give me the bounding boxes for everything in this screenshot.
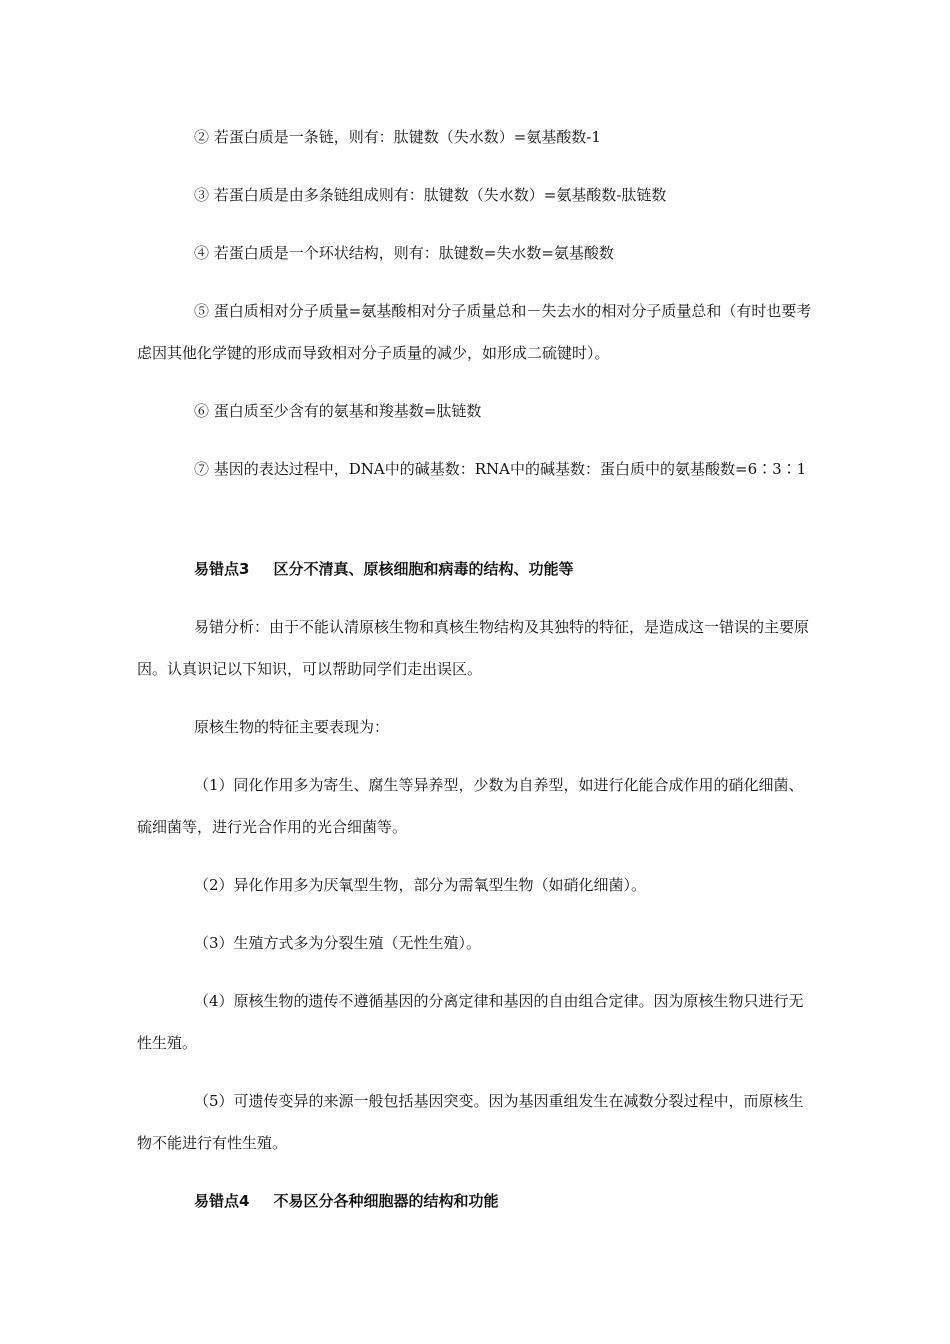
heading-4-label: 易错点4	[194, 1192, 250, 1210]
list-item: （2）异化作用多为厌氧型生物，部分为需氧型生物（如硝化细菌）。	[194, 876, 647, 894]
heading-error-point-3	[137, 548, 813, 590]
paragraph-prokaryote-intro: 原核生物的特征主要表现为：	[194, 718, 390, 736]
paragraph-protein-mass: ⑤ 蛋白质相对分子质量=氨基酸相对分子质量总和－失去水的相对分子质量总和（有时也要考虑因其他化学键的形成而导致相对分子质量的减少，如形成二硫键时）。	[137, 302, 812, 362]
paragraph-gene-expression-ratio: ⑦ 基因的表达过程中，DNA中的碱基数：RNA中的碱基数：蛋白质中的氨基酸数=6∶3∶1	[194, 460, 807, 478]
heading-error-point-4	[137, 1180, 813, 1222]
list-item: （1）同化作用多为寄生、腐生等异养型，少数为自养型，如进行化能合成作用的硝化细菌、硫细菌等，进行光合作用的光合细菌等。	[137, 776, 804, 836]
paragraph-peptide-single-chain: ② 若蛋白质是一条链，则有：肽键数（失水数）=氨基酸数-1	[194, 128, 601, 146]
paragraph-error-analysis: 易错分析：由于不能认清原核生物和真核生物结构及其独特的特征，是造成这一错误的主要原因。认真识记以下知识，可以帮助同学们走出误区。	[137, 618, 810, 678]
heading-4-title: 不易区分各种细胞器的结构和功能	[273, 1192, 499, 1210]
list-item: （4）原核生物的遗传不遵循基因的分离定律和基因的自由组合定律。因为原核生物只进行无性生殖。	[137, 992, 804, 1052]
heading-3-title: 区分不清真、原核细胞和病毒的结构、功能等	[273, 560, 574, 578]
list-item: （3）生殖方式多为分裂生殖（无性生殖）。	[194, 934, 482, 952]
paragraph-amino-carboxyl: ⑥ 蛋白质至少含有的氨基和羧基数=肽链数	[194, 402, 482, 420]
paragraph-peptide-multi-chain: ③ 若蛋白质是由多条链组成则有：肽键数（失水数）=氨基酸数-肽链数	[194, 186, 667, 204]
paragraph-peptide-ring: ④ 若蛋白质是一个环状结构，则有：肽键数=失水数=氨基酸数	[194, 244, 614, 262]
list-item: （5）可遗传变异的来源一般包括基因突变。因为基因重组发生在减数分裂过程中，而原核生物不能进行有性生殖。	[137, 1092, 804, 1152]
heading-3-label: 易错点3	[194, 560, 250, 578]
